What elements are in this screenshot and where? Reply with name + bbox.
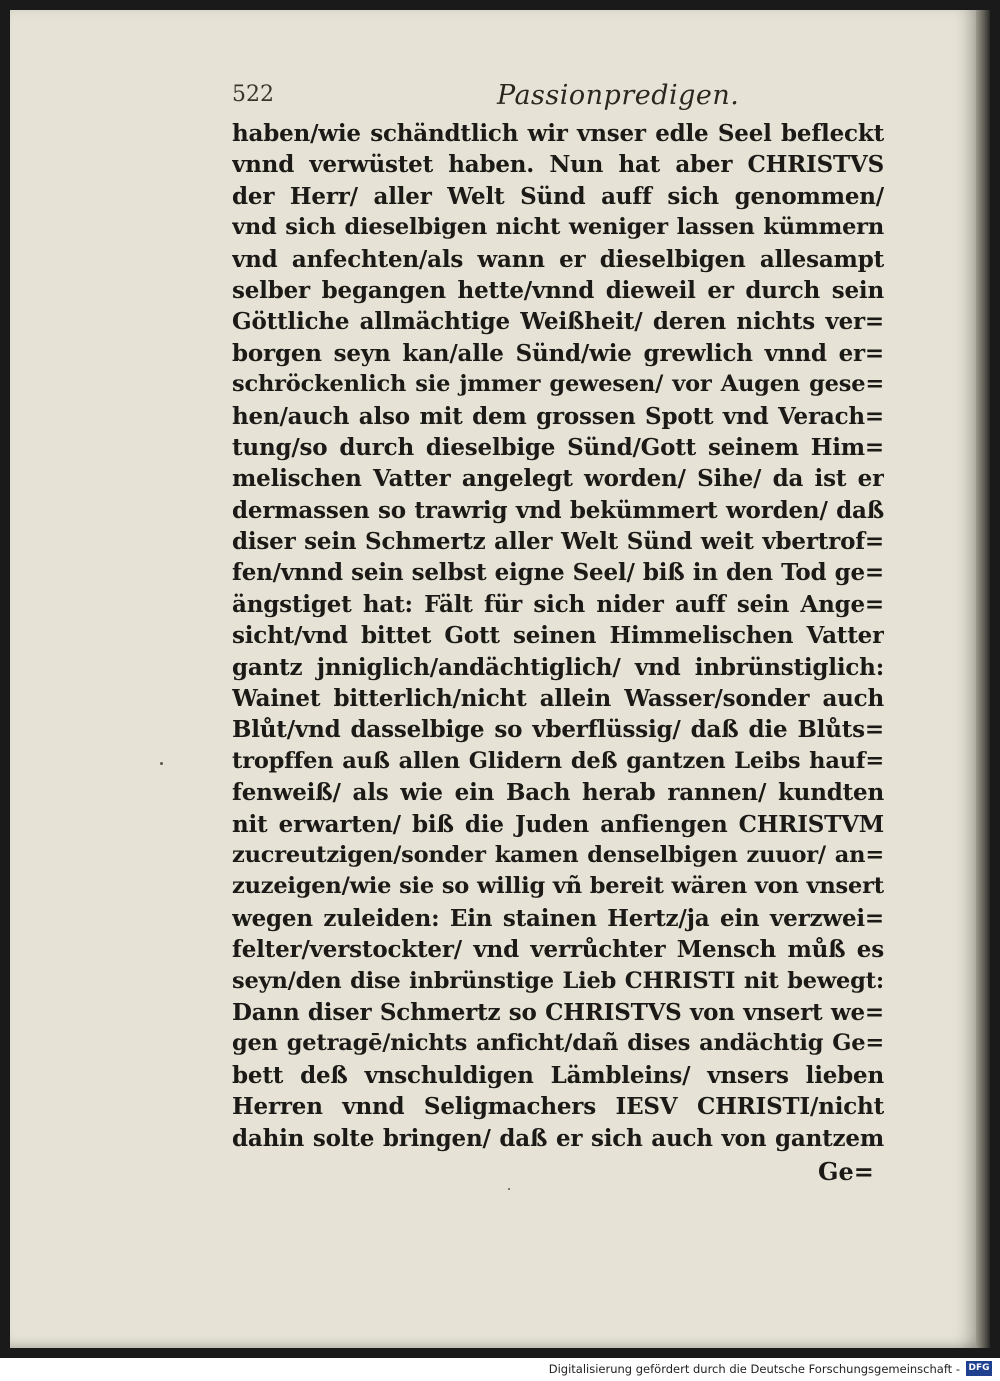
text-line: der Herr/ aller Welt Sünd auff sich genommen/ bbox=[232, 182, 884, 210]
catchword: Ge= bbox=[818, 1157, 874, 1186]
text-line: nit erwarten/ biß die Juden anfiengen CHRISTVM bbox=[232, 810, 884, 838]
text-line: diser sein Schmertz aller Welt Sünd weit vbertrof= bbox=[232, 528, 884, 556]
text-line: borgen seyn kan/alle Sünd/wie grewlich vnnd er= bbox=[232, 339, 884, 367]
page-edge-shadow bbox=[976, 10, 990, 1348]
paper-speck bbox=[508, 1188, 510, 1190]
text-line: Blůt/vnd dasselbige so vberflüssig/ daß die Blůts= bbox=[232, 716, 884, 744]
footer-bar bbox=[0, 1358, 1000, 1381]
text-line: sicht/vnd bittet Gott seinen Himmelischen Vatter bbox=[232, 622, 884, 650]
text-line: zuzeigen/wie sie so willig vñ bereit wären von vnsert bbox=[232, 873, 884, 900]
footer-credit: Digitalisierung gefördert durch die Deutsche Forschungsgemeinschaft - bbox=[548, 1362, 960, 1376]
text-line: Göttliche allmächtige Weißheit/ deren nichts ver= bbox=[232, 308, 884, 336]
page-header bbox=[222, 80, 882, 116]
text-line: seyn/den dise inbrünstige Lieb CHRISTI nit bewegt: bbox=[232, 967, 884, 994]
dfg-logo: DFG bbox=[966, 1361, 992, 1376]
page-number: 522 bbox=[232, 82, 274, 107]
body-text bbox=[232, 118, 884, 1154]
text-line: tropffen auß allen Glidern deß gantzen Leibs hauf= bbox=[232, 747, 884, 774]
text-line: tung/so durch dieselbige Sünd/Gott seinem Him= bbox=[232, 433, 884, 461]
text-line: hen/auch also mit dem grossen Spott vnd Verach= bbox=[232, 402, 884, 430]
text-line: zucreutzigen/sonder kamen denselbigen zuuor/ an= bbox=[232, 841, 884, 868]
text-line: wegen zuleiden: Ein stainen Hertz/ja ein verzwei= bbox=[232, 904, 884, 932]
text-line: vnnd verwüstet haben. Nun hat aber CHRISTVS bbox=[232, 151, 884, 179]
text-line: vnd anfechten/als wann er dieselbigen allesampt bbox=[232, 245, 884, 273]
text-line: gen getragē/nichts anficht/dañ dises andächtig Ge= bbox=[232, 1030, 884, 1057]
text-line: bett deß vnschuldigen Lämbleins/ vnsers lieben bbox=[232, 1061, 884, 1089]
text-line: dahin solte bringen/ daß er sich auch von gantzem bbox=[232, 1124, 884, 1152]
text-line: dermassen so trawrig vnd bekümmert worden/ daß bbox=[232, 496, 884, 524]
text-line: gantz jnniglich/andächtiglich/ vnd inbrünstiglich: bbox=[232, 653, 884, 681]
text-line: felter/verstockter/ vnd verrůchter Mensch můß es bbox=[232, 936, 884, 964]
text-line: melischen Vatter angelegt worden/ Sihe/ da ist er bbox=[232, 465, 884, 493]
text-line: vnd sich dieselbigen nicht weniger lassen kümmern bbox=[232, 214, 884, 241]
text-line: Dann diser Schmertz so CHRISTVS von vnsert we= bbox=[232, 998, 884, 1026]
text-line: selber begangen hette/vnnd dieweil er durch sein bbox=[232, 276, 884, 304]
paper-speck bbox=[160, 762, 163, 765]
text-line: ängstiget hat: Fält für sich nider auff sein Ange= bbox=[232, 590, 884, 618]
text-line: schröckenlich sie jmmer gewesen/ vor Augen gese= bbox=[232, 371, 884, 398]
text-line: Herren vnnd Seligmachers IESV CHRISTI/nicht bbox=[232, 1093, 884, 1121]
text-line: Wainet bitterlich/nicht allein Wasser/sonder auch bbox=[232, 685, 884, 713]
text-line: haben/wie schändtlich wir vnser edle Seel befleckt bbox=[232, 120, 884, 147]
text-line: fenweiß/ als wie ein Bach herab rannen/ kundten bbox=[232, 779, 884, 807]
running-title: Passionpredigen. bbox=[497, 80, 740, 111]
text-line: fen/vnnd sein selbst eigne Seel/ biß in den Tod ge= bbox=[232, 559, 884, 587]
